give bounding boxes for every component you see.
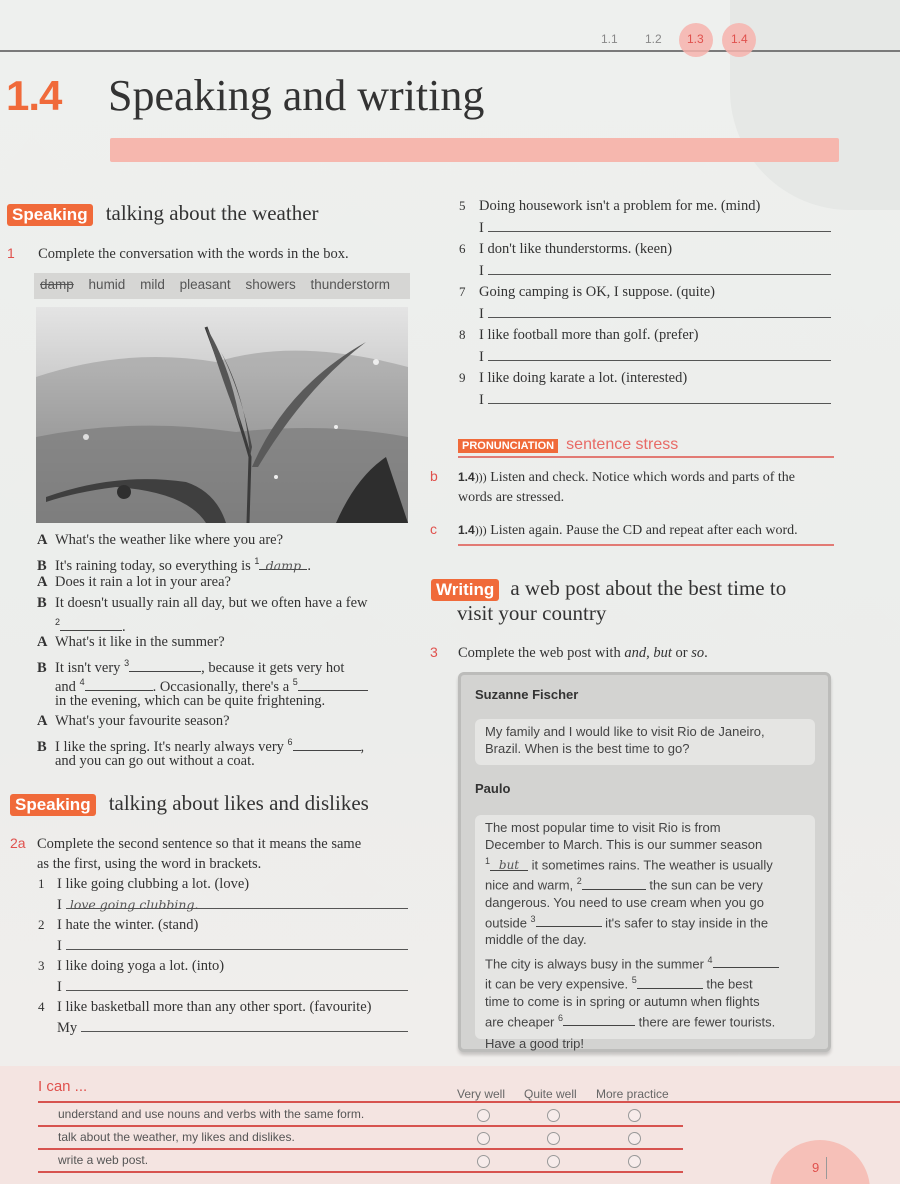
gap-number: 3 — [124, 658, 130, 668]
dialogue-line — [37, 530, 417, 551]
audio-icon[interactable]: ))) — [474, 470, 487, 484]
speaking-tag: Speaking — [7, 204, 93, 226]
message-text: the best — [702, 976, 753, 992]
gap-4-answer[interactable] — [85, 677, 153, 691]
gap-number: 4 — [79, 677, 85, 687]
message-text: The city is always busy in the summer — [485, 956, 708, 972]
rewrite-item — [459, 196, 831, 218]
gap-number: 5 — [631, 975, 637, 986]
speaker-label: B — [37, 557, 47, 574]
item-number: 2 — [38, 917, 45, 932]
post-author: Paulo — [475, 781, 511, 796]
message-line — [485, 1010, 805, 1030]
item-sentence: Doing housework isn't a problem for me. (mind) — [479, 198, 761, 214]
plant-image-icon — [36, 307, 408, 523]
item-text: words are stressed. — [458, 490, 565, 505]
dialogue-text: in the evening, which can be quite frightening. — [55, 693, 326, 709]
audio-icon[interactable]: ))) — [474, 523, 487, 537]
punctuation: . — [122, 618, 126, 635]
message-text: nice and warm, — [485, 877, 577, 893]
divider — [38, 1148, 683, 1150]
item-sentence: I like doing yoga a lot. (into) — [57, 958, 225, 974]
message-text: the sun can be very — [645, 877, 763, 893]
rewrite-item — [38, 874, 408, 895]
reply-message — [475, 815, 815, 1051]
dialogue — [37, 530, 417, 771]
message-text: My family and I would like to visit Rio de Janeiro, — [485, 724, 765, 739]
gap-number: 4 — [707, 954, 713, 965]
rewrite-item — [459, 239, 831, 261]
punctuation: . — [307, 557, 312, 574]
pronunciation-item-b — [430, 466, 840, 508]
page-number-rule — [826, 1157, 827, 1179]
gap-2-answer[interactable] — [582, 876, 646, 890]
answer-prefix: I — [479, 220, 484, 236]
rewrite-list-left — [38, 874, 408, 1038]
answer-row — [38, 895, 408, 915]
dialogue-line — [37, 653, 417, 676]
can-do-row-3: write a web post. — [58, 1153, 149, 1167]
item-sentence: I like football more than golf. (prefer) — [479, 327, 699, 343]
radio-more-practice-3[interactable] — [628, 1155, 641, 1168]
rewrite-item — [38, 956, 408, 977]
gap-4-answer[interactable] — [713, 954, 779, 968]
background-decoration — [730, 0, 900, 210]
gap-number: 1 — [254, 556, 260, 566]
column-very-well: Very well — [457, 1087, 506, 1101]
dialogue-line — [37, 672, 417, 695]
answer-row — [38, 1018, 408, 1038]
item-text: Listen again. Pause the CD and repeat after each word. — [490, 523, 798, 538]
weather-photo — [36, 307, 408, 523]
speaker-label: B — [37, 659, 47, 676]
word-box — [34, 273, 410, 299]
dialogue-text: It doesn't usually rain all day, but we often have a few — [55, 595, 368, 611]
dialogue-line — [37, 593, 417, 612]
section-speaking-weather — [7, 201, 319, 226]
instruction-text: Complete the web post with — [458, 645, 625, 661]
nav-unit-1-4[interactable]: 1.4 — [731, 32, 748, 46]
instruction-keyword: and, but — [624, 645, 672, 661]
answer-row — [459, 304, 831, 325]
item-sentence: I like going clubbing a lot. (love) — [57, 876, 250, 892]
gap-number: 1 — [485, 856, 491, 866]
speaker-label: A — [37, 634, 48, 650]
section-writing — [431, 576, 851, 626]
divider — [458, 456, 834, 458]
item-sentence: I like doing karate a lot. (interested) — [479, 370, 688, 386]
gap-number: 5 — [292, 677, 298, 687]
speaker-label: B — [37, 738, 47, 755]
answer-row — [459, 347, 831, 368]
gap-number: 6 — [558, 1012, 564, 1023]
message-text: it sometimes rains. The weather is usually — [528, 857, 773, 873]
item-sentence: I hate the winter. (stand) — [57, 917, 199, 933]
pronunciation-tag: PRONUNCIATION — [458, 439, 558, 453]
answer-line-8[interactable] — [488, 347, 831, 361]
answer-line-4[interactable] — [81, 1018, 408, 1032]
item-number: 8 — [459, 327, 466, 342]
page-title: Speaking and writing — [108, 71, 485, 120]
gap-5-answer[interactable] — [298, 677, 368, 691]
answer-line-1[interactable]: love going clubbing. — [66, 895, 408, 909]
rewrite-item — [459, 368, 831, 390]
item-number: 9 — [459, 370, 466, 385]
gap-1-answer[interactable]: damp — [259, 556, 307, 570]
radio-very-well-2[interactable] — [477, 1132, 490, 1145]
rewrite-item — [38, 997, 408, 1018]
answer-prefix: I — [57, 897, 62, 913]
dialogue-line — [37, 691, 417, 711]
message-text: Brazil. When is the best time to go? — [485, 741, 690, 756]
word-box-item: thunderstorm — [310, 277, 391, 292]
answer-prefix: I — [479, 263, 484, 279]
dialogue-text: It's raining today, so everything is — [55, 557, 255, 574]
instruction-text: as the first, using the word in brackets. — [37, 856, 262, 872]
item-letter: c — [430, 521, 437, 537]
divider — [458, 544, 834, 546]
radio-very-well-3[interactable] — [477, 1155, 490, 1168]
item-number: 4 — [38, 999, 45, 1014]
answer-row — [38, 977, 408, 997]
gap-6-answer[interactable] — [293, 737, 361, 751]
dialogue-text: and — [55, 678, 80, 695]
exercise-3-instruction — [430, 642, 840, 663]
answer-prefix: I — [57, 979, 62, 995]
section-speaking-likes — [10, 791, 369, 816]
radio-quite-well-3[interactable] — [547, 1155, 560, 1168]
exercise-2a-instruction — [10, 833, 415, 874]
dialogue-line — [37, 612, 417, 635]
message-text: it can be very expensive. — [485, 976, 632, 992]
section-heading: talking about likes and dislikes — [108, 791, 369, 815]
nav-unit-1-3[interactable]: 1.3 — [687, 32, 704, 46]
rewrite-item — [459, 282, 831, 304]
item-number: 6 — [459, 241, 466, 256]
message-text: there are fewer tourists. — [635, 1013, 776, 1029]
item-number: 7 — [459, 284, 466, 299]
dialogue-text: , because it gets very hot — [201, 659, 345, 676]
rewrite-item — [38, 915, 408, 936]
track-number: 1.4 — [458, 470, 475, 484]
dialogue-text: and you can go out without a coat. — [55, 753, 255, 769]
gap-number: 3 — [530, 913, 536, 924]
dialogue-text: . Occasionally, there's a — [152, 678, 293, 695]
gap-3-answer[interactable] — [536, 913, 602, 927]
can-do-row-1: understand and use nouns and verbs with the same form. — [58, 1107, 365, 1121]
dialogue-text: What's it like in the summer? — [55, 634, 225, 650]
section-heading-line2: visit your country — [457, 601, 607, 625]
word-box-item: showers — [245, 277, 296, 292]
radio-very-well-1[interactable] — [477, 1109, 490, 1122]
message-text: it's safer to stay inside in the — [601, 914, 769, 930]
gap-2-answer[interactable] — [60, 617, 122, 631]
item-sentence: I like basketball more than any other sport. (favourite) — [57, 999, 372, 1015]
can-do-row-2: talk about the weather, my likes and dislikes. — [58, 1130, 295, 1144]
gap-5-answer[interactable] — [637, 975, 703, 989]
radio-quite-well-1[interactable] — [547, 1109, 560, 1122]
answer-prefix: I — [57, 938, 62, 954]
track-number: 1.4 — [458, 523, 475, 537]
item-sentence: Going camping is OK, I suppose. (quite) — [479, 284, 715, 300]
web-post — [458, 672, 831, 1052]
answer-row — [38, 936, 408, 956]
gap-1-answer[interactable]: but — [490, 857, 528, 871]
instruction-keyword: so — [691, 645, 705, 661]
message-text: are cheaper — [485, 1013, 558, 1029]
dialogue-line — [37, 732, 417, 755]
exercise-number: 1 — [7, 245, 15, 261]
nav-unit-1-1[interactable]: 1.1 — [601, 32, 618, 46]
post-message — [475, 719, 815, 765]
item-number: 1 — [38, 876, 45, 891]
message-text: outside — [485, 914, 531, 930]
speaker-label: A — [37, 532, 48, 548]
message-text: December to March. This is our summer season — [485, 837, 763, 852]
answer-line-2[interactable] — [66, 936, 408, 950]
section-heading: talking about the weather — [105, 201, 319, 225]
dialogue-text: Does it rain a lot in your area? — [55, 574, 231, 590]
item-text: Listen and check. Notice which words and parts of the — [490, 470, 795, 485]
instruction-text: or — [671, 645, 692, 661]
radio-more-practice-2[interactable] — [628, 1132, 641, 1145]
gap-3-answer[interactable] — [129, 658, 201, 672]
dialogue-text: What's the weather like where you are? — [55, 532, 284, 548]
gap-6-answer[interactable] — [563, 1012, 635, 1026]
message-text: Have a good trip! — [485, 1035, 585, 1051]
answer-row — [459, 218, 831, 239]
section-heading: a web post about the best time to — [510, 576, 787, 600]
answer-line-5[interactable] — [488, 218, 831, 232]
answer-prefix: I — [479, 306, 484, 322]
word-box-item: damp — [40, 277, 74, 292]
message-line — [485, 911, 805, 931]
answer-prefix: My — [57, 1020, 78, 1036]
section-pronunciation — [458, 434, 678, 454]
speaker-label: A — [37, 574, 48, 590]
message-line — [485, 952, 805, 972]
divider — [38, 1101, 900, 1103]
divider — [38, 1171, 683, 1173]
dialogue-line — [37, 551, 417, 572]
exercise-number: 2a — [10, 835, 26, 851]
instruction-text: Complete the second sentence so that it means the same — [37, 836, 362, 852]
punctuation: , — [360, 738, 365, 755]
column-quite-well: Quite well — [524, 1087, 577, 1101]
message-text: middle of the day. — [485, 931, 587, 947]
speaker-label: A — [37, 713, 48, 729]
divider — [38, 1125, 683, 1127]
answer-line-7[interactable] — [488, 304, 831, 318]
message-line — [485, 972, 805, 992]
gap-number: 2 — [55, 617, 61, 627]
item-sentence: I don't like thunderstorms. (keen) — [479, 241, 673, 257]
rewrite-item — [459, 325, 831, 347]
page-number: 9 — [812, 1160, 820, 1175]
title-bar — [110, 138, 839, 162]
message-line — [485, 853, 805, 873]
rewrite-list-right — [459, 196, 831, 411]
message-text: time to come is in spring or autumn when flights — [485, 993, 760, 1009]
answer-line-3[interactable] — [66, 977, 408, 991]
section-heading: sentence stress — [566, 436, 679, 453]
speaker-label: B — [37, 595, 47, 611]
message-line — [485, 873, 805, 893]
exercise-number: 3 — [430, 644, 438, 660]
answer-row — [459, 261, 831, 282]
nav-unit-1-2[interactable]: 1.2 — [645, 32, 662, 46]
top-rule — [0, 50, 900, 52]
self-assessment-title: I can ... — [38, 1078, 88, 1095]
word-box-item: humid — [88, 277, 126, 292]
item-number: 5 — [459, 198, 466, 213]
message-text: dangerous. You need to use cream when you go — [485, 894, 764, 910]
answer-prefix: I — [479, 392, 484, 408]
pronunciation-item-c — [430, 519, 840, 541]
radio-more-practice-1[interactable] — [628, 1109, 641, 1122]
instruction-text: . — [704, 645, 708, 661]
answer-prefix: I — [479, 349, 484, 365]
dialogue-text: What's your favourite season? — [55, 713, 230, 729]
exercise-1-instruction — [7, 243, 417, 264]
unit-number: 1.4 — [6, 72, 62, 119]
gap-number: 2 — [576, 876, 582, 887]
dialogue-line — [37, 711, 417, 732]
instruction-text: Complete the conversation with the words in the box. — [38, 246, 349, 262]
answer-line-6[interactable] — [488, 261, 831, 275]
gap-number: 6 — [287, 737, 293, 747]
item-letter: b — [430, 468, 438, 484]
answer-row — [459, 390, 831, 411]
post-author: Suzanne Fischer — [475, 687, 579, 702]
dialogue-text: I like the spring. It's nearly always very — [55, 738, 288, 755]
column-more-practice: More practice — [596, 1087, 669, 1101]
dialogue-line — [37, 632, 417, 653]
word-box-item: mild — [140, 277, 165, 292]
message-text: The most popular time to visit Rio is from — [485, 820, 721, 835]
dialogue-text: It isn't very — [55, 659, 125, 676]
answer-line-9[interactable] — [488, 390, 831, 404]
dialogue-line — [37, 572, 417, 593]
item-number: 3 — [38, 958, 45, 973]
speaking-tag: Speaking — [10, 794, 96, 816]
word-box-item: pleasant — [179, 277, 231, 292]
radio-quite-well-2[interactable] — [547, 1132, 560, 1145]
writing-tag: Writing — [431, 579, 499, 601]
